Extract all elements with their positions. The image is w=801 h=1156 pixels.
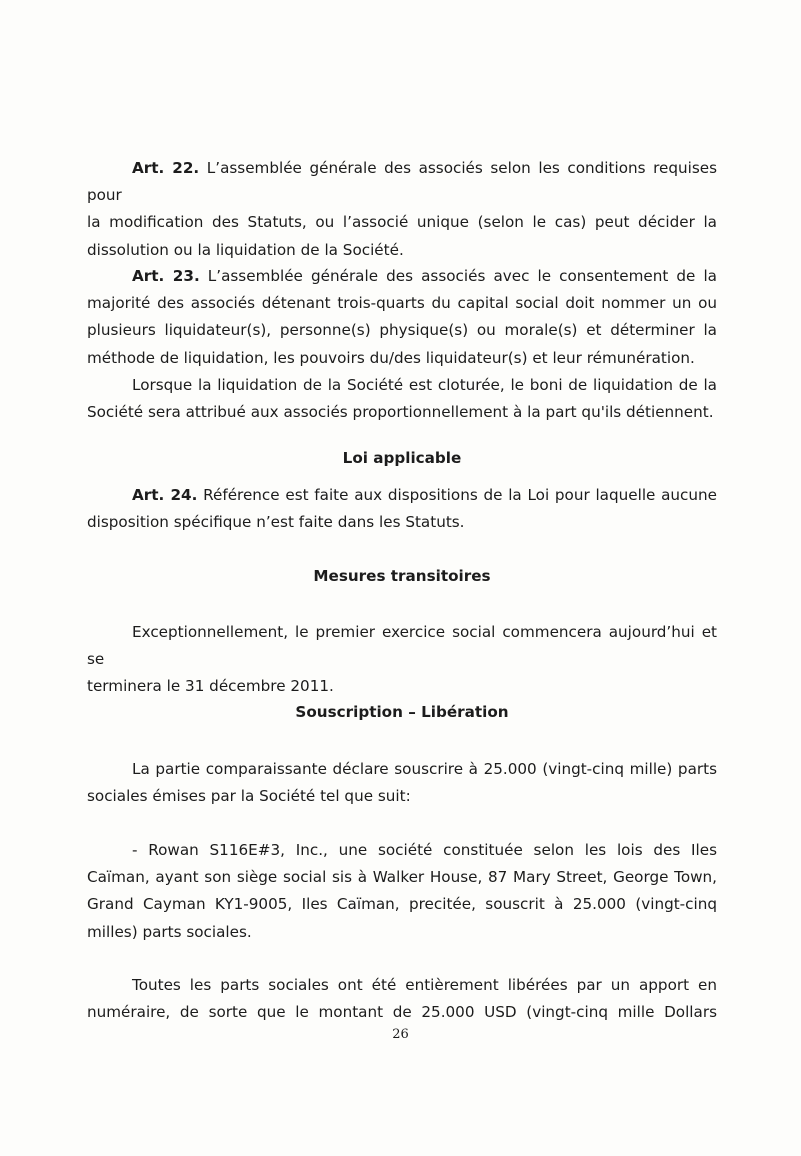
article-22-line-3: dissolution ou la liquidation de la Société. (87, 240, 404, 259)
article-22-label: Art. 22. (132, 159, 200, 177)
article-22-line-1: Art. 22. L’assemblée générale des associés selon les conditions requises pour (87, 159, 718, 205)
article-22-line-2: la modification des Statuts, ou l’associé unique (selon le cas) peut décider la (87, 213, 717, 232)
heading-souscription-liberation: Souscription – Libération (295, 703, 509, 721)
article-23-label: Art. 23. (132, 267, 200, 285)
page-number: 26 (392, 1027, 409, 1042)
souscription-line-2: sociales émises par la Société tel que suit: (87, 787, 411, 806)
rowan-line-1: - Rowan S116E#3, Inc., une société constituée selon les lois des Iles (132, 841, 717, 859)
liberation-line-2: numéraire, de sorte que le montant de 25.000 USD (vingt-cinq mille Dollars (87, 1003, 717, 1022)
heading-loi-applicable: Loi applicable (342, 449, 462, 467)
article-23-line-1: Art. 23. L’assemblée générale des associés avec le consentement de la (132, 267, 717, 285)
article-23-para2-line-1: Lorsque la liquidation de la Société est cloturée, le boni de liquidation de la (132, 375, 717, 394)
article-23-line-2: majorité des associés détenant trois-quarts du capital social doit nommer un ou (87, 294, 717, 313)
article-24-label: Art. 24. (132, 486, 198, 504)
transitoires-paragraph (87, 619, 717, 701)
subscriber-list-item (87, 837, 717, 946)
heading-mesures-transitoires: Mesures transitoires (313, 567, 491, 585)
article-24-line-2: disposition spécifique n’est faite dans les Statuts. (87, 513, 465, 532)
liberation-line-1: Toutes les parts sociales ont été entièrement libérées par un apport en (132, 976, 717, 994)
article-23-line-3: plusieurs liquidateur(s), personne(s) physique(s) ou morale(s) et déterminer la (87, 321, 717, 340)
rowan-line-2: Caïman, ayant son siège social sis à Walker House, 87 Mary Street, George Town, (87, 868, 717, 887)
article-23-line-4: méthode de liquidation, les pouvoirs du/des liquidateur(s) et leur rémunération. (87, 348, 695, 367)
transitoires-line-1: Exceptionnellement, le premier exercice social commencera aujourd’hui et se (87, 623, 717, 669)
souscription-line-1: La partie comparaissante déclare souscrire à 25.000 (vingt-cinq mille) parts (132, 760, 717, 778)
rowan-line-3: Grand Cayman KY1-9005, Iles Caïman, precitée, souscrit à 25.000 (vingt-cinq (87, 895, 717, 914)
souscription-paragraph (87, 756, 717, 810)
liberation-paragraph (87, 972, 717, 1026)
article-22 (87, 155, 717, 264)
rowan-line-4: milles) parts sociales. (87, 922, 252, 941)
article-23-para2-line-2: Société sera attribué aux associés proportionnellement à la part qu'ils détiennent. (87, 403, 714, 422)
article-24-line-1: Art. 24. Référence est faite aux dispositions de la Loi pour laquelle aucune (132, 486, 718, 504)
article-23 (87, 263, 717, 426)
transitoires-line-2: terminera le 31 décembre 2011. (87, 677, 334, 696)
article-24 (87, 482, 717, 536)
